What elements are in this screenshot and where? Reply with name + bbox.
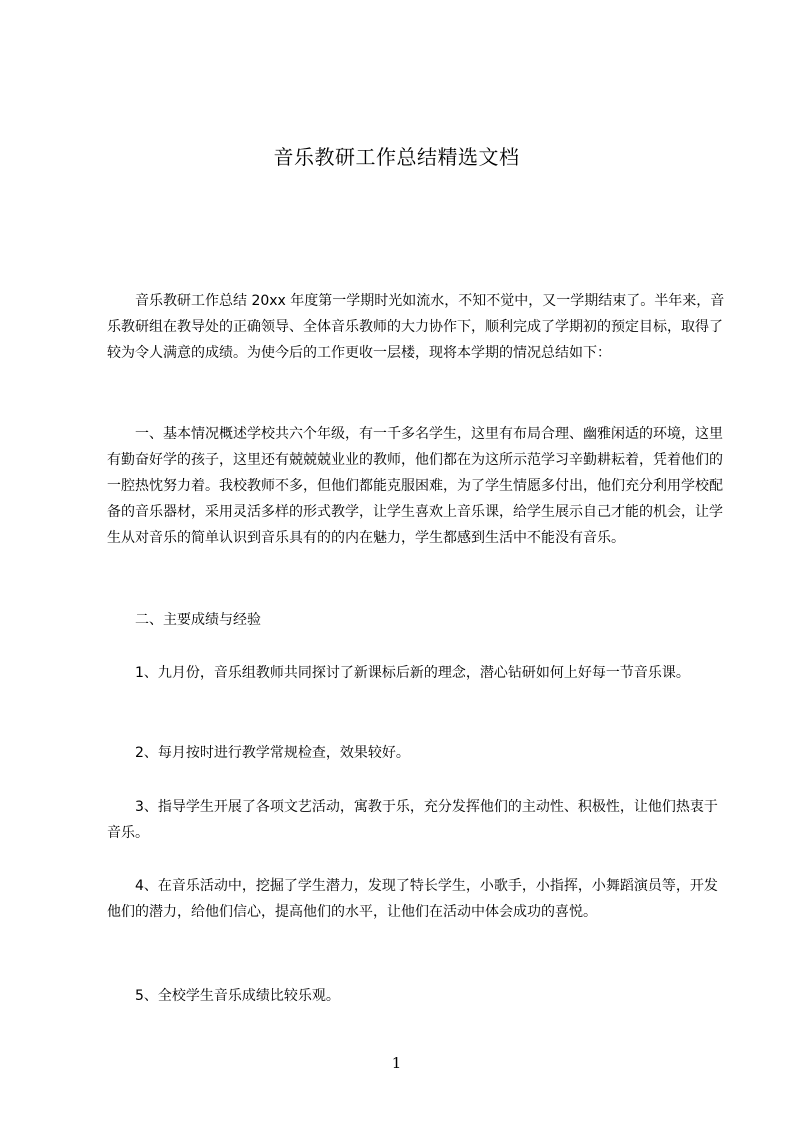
list-item-1: 1、九月份，音乐组教师共同探讨了新课标后新的理念，潜心钻研如何上好每一节音乐课。	[107, 665, 690, 681]
list-item-5: 5、全校学生音乐成绩比较乐观。	[107, 988, 340, 1004]
document-title: 音乐教研工作总结精选文档	[273, 145, 520, 169]
list-item-4: 4、在音乐活动中，挖掘了学生潜力，发现了特长学生，小歌手，小指挥，小舞蹈演员等，开发他们的潜力，给他们信心，提高他们的水平，让他们在活动中体会成功的喜悦。	[107, 878, 718, 920]
paragraph-intro: 音乐教研工作总结 20xx 年度第一学期时光如流水，不知不觉中，又一学期结束了。半年来，音乐教研组在教导处的正确领导、全体音乐教师的大力协作下，顺利完成了学期初的预定目标，取得了较为令人满意的成绩。为使今后的工作更收一层楼，现将本学期的情况总结如下：	[107, 293, 725, 361]
list-item-3: 3、指导学生开展了各项文艺活动，寓教于乐，充分发挥他们的主动性、积极性，让他们热衷于音乐。	[107, 799, 718, 841]
section-heading-achievements: 二、主要成绩与经验	[107, 612, 261, 628]
page-number: 1	[391, 1054, 402, 1072]
paragraph-overview: 一、基本情况概述学校共六个年级，有一千多名学生，这里有布局合理、幽雅闲适的环境，这里有勤奋好学的孩子，这里还有兢兢兢业业的教师，他们都在为这所示范学习辛勤耕耘着，凭着他们的一腔热忱努力着。我校教师不多，但他们都能克服困难，为了学生情愿多付出，他们充分利用学校配备的音乐器材，采用灵活多样的形式教学，让学生喜欢上音乐课，给学生展示自己才能的机会，让学生从对音乐的简单认识到音乐具有的的内在魅力，学生都感到生活中不能没有音乐。	[107, 426, 723, 546]
list-item-2: 2、每月按时进行教学常规检查，效果较好。	[107, 745, 410, 761]
